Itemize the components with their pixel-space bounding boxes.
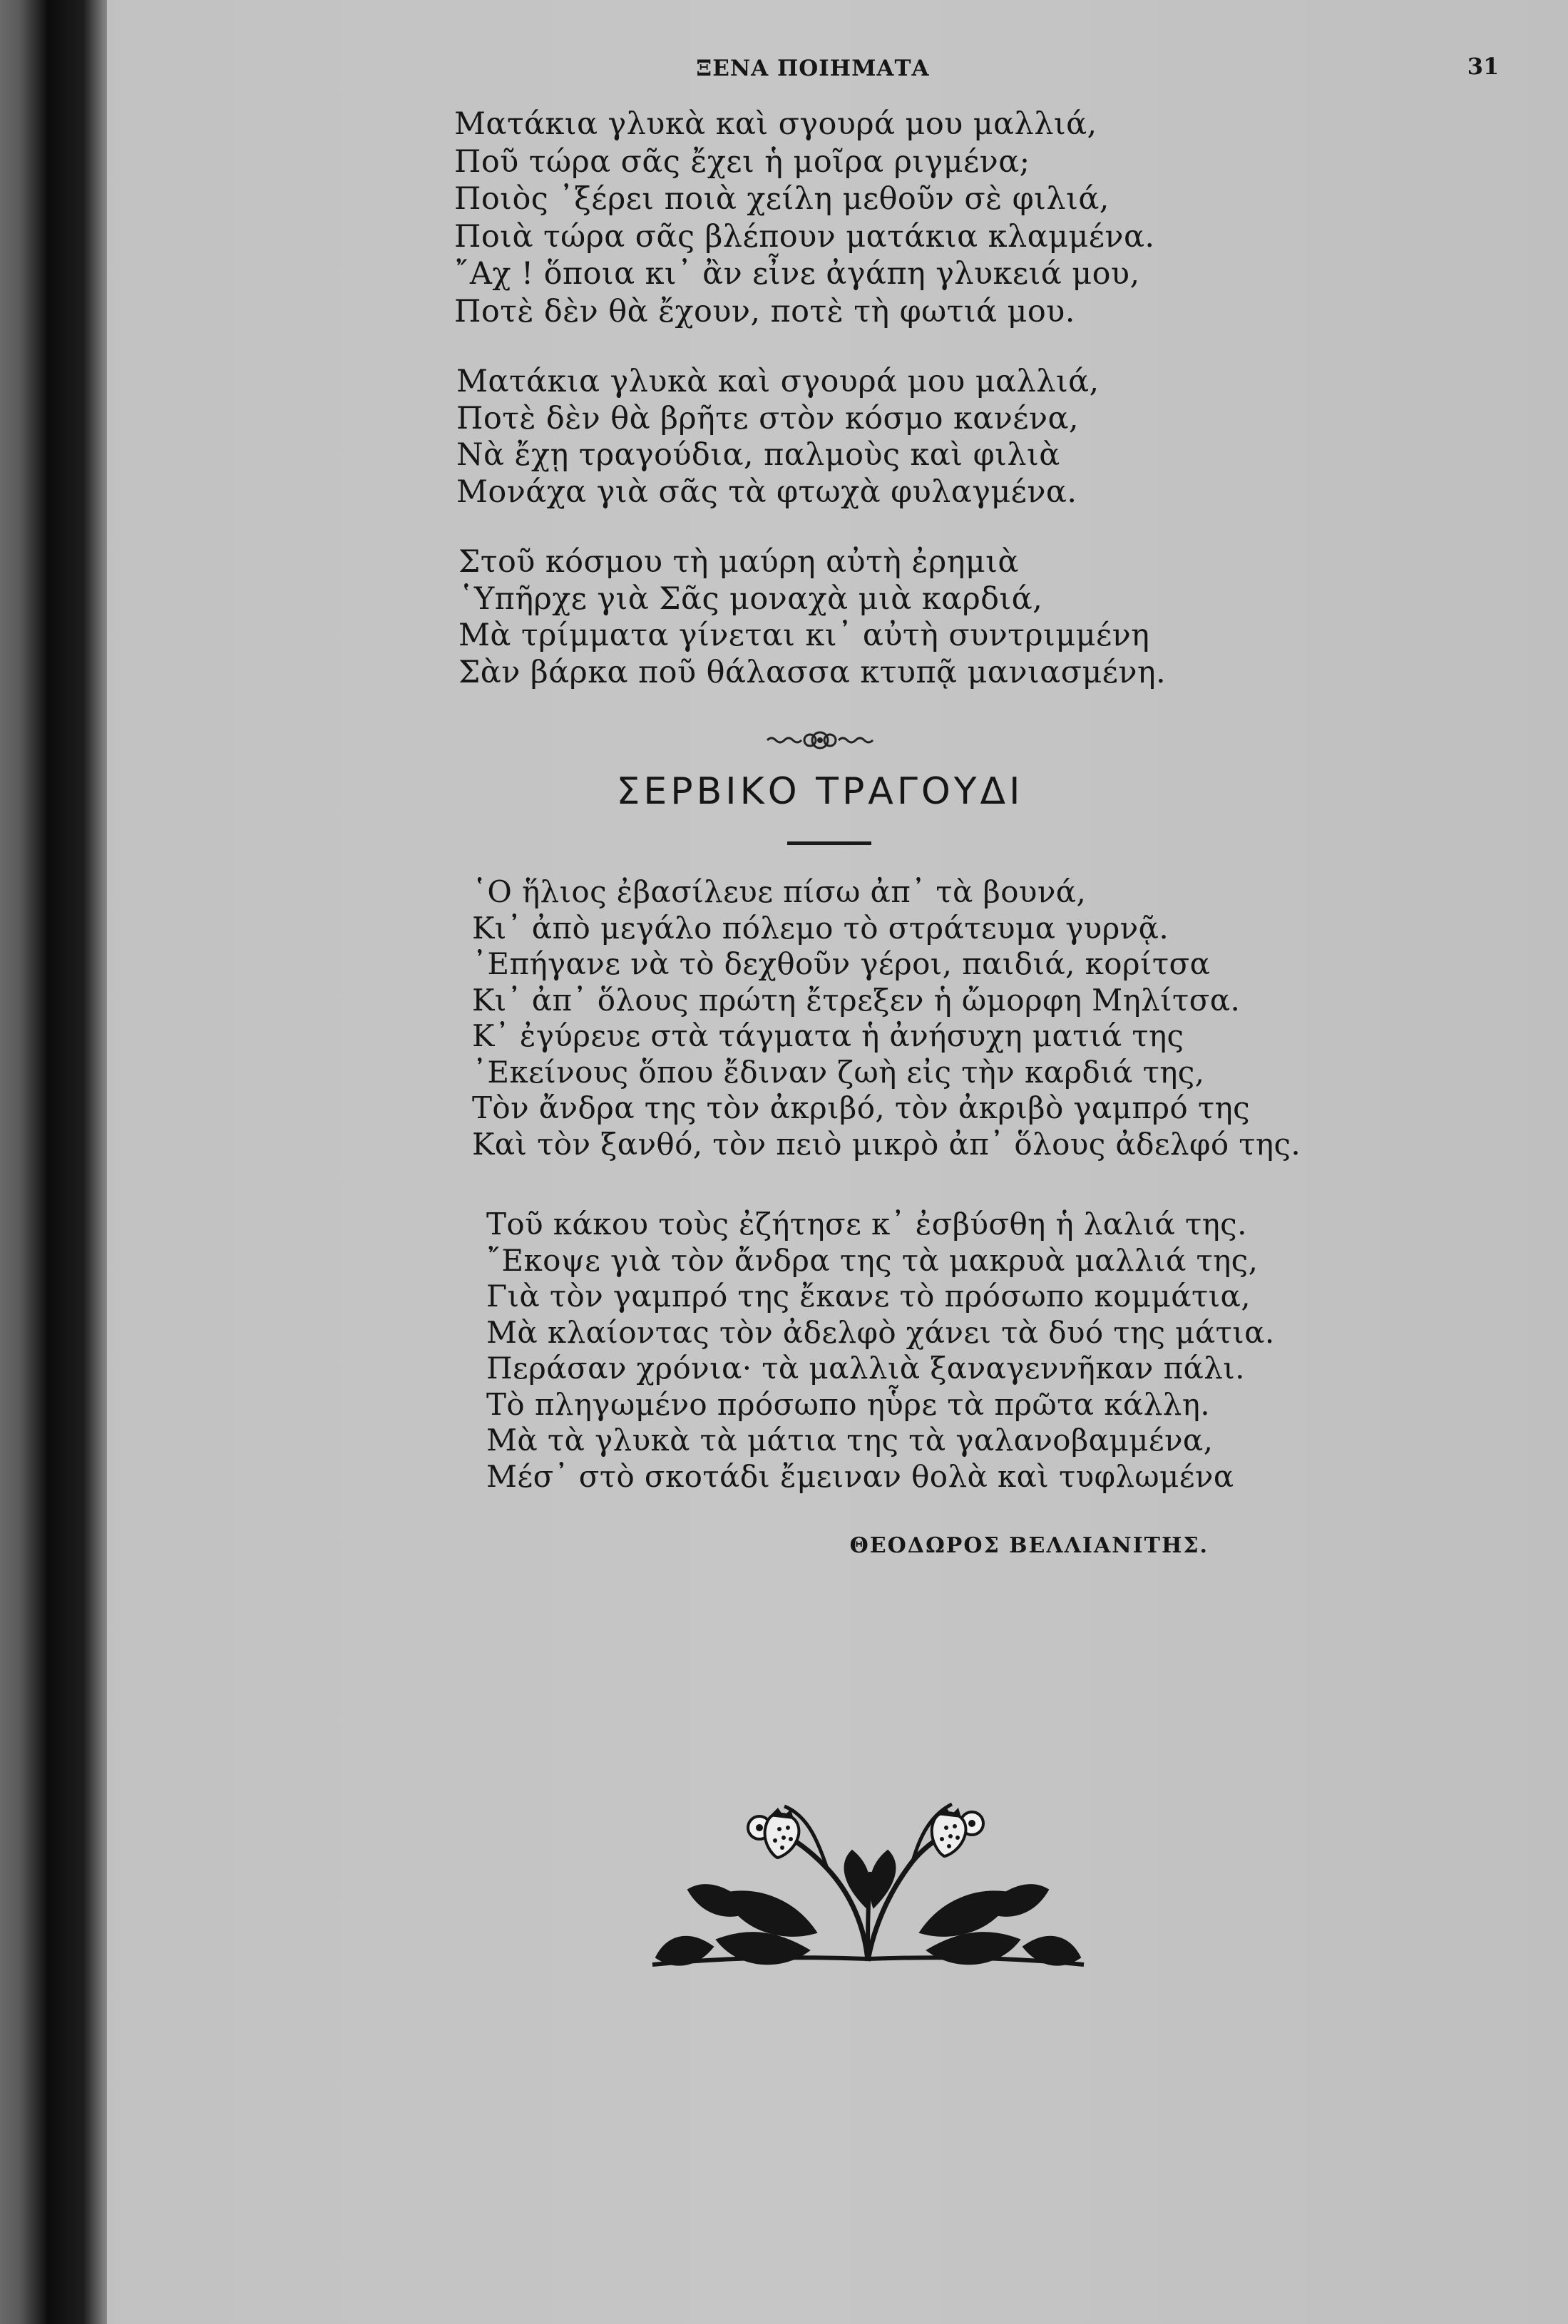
author-signature: ΘΕΟΔΩΡΟΣ ΒΕΛΛΙΑΝΙΤΗΣ. — [849, 1533, 1209, 1558]
verse-line: Μέσ᾿ στὸ σκοτάδι ἔμειναν θολὰ καὶ τυφλωμένα — [486, 1458, 1234, 1494]
verse-line: Στοῦ κόσμου τὴ μαύρη αὐτὴ ἐρημιὰ — [458, 544, 1019, 580]
verse-line: ῾Υπῆρχε γιὰ Σᾶς μοναχὰ μιὰ καρδιά, — [458, 580, 1043, 617]
verse-line: Μὰ τὰ γλυκὰ τὰ μάτια της τὰ γαλανοβαμμένα, — [486, 1423, 1214, 1458]
verse-line: Μὰ κλαίοντας τὸν ἀδελφὸ χάνει τὰ δυό της μάτια. — [486, 1314, 1275, 1350]
poem1-stanza-1 — [454, 106, 1154, 330]
verse-line: Τὸ πληγωμένο πρόσωπο ηὗρε τὰ πρῶτα κάλλη. — [486, 1386, 1211, 1422]
verse-line: Σὰν βάρκα ποῦ θάλασσα κτυπᾷ μανιασμένη. — [458, 654, 1167, 690]
verse-line: Ματάκια γλυκὰ καὶ σγουρά μου μαλλιά, — [456, 364, 1100, 399]
verse-line: Ποτὲ δὲν θὰ βρῆτε στὸν κόσμο κανένα, — [456, 400, 1079, 436]
verse-line: Ποτὲ δὲν θὰ ἔχουν, ποτὲ τὴ φωτιά μου. — [454, 293, 1075, 329]
book-binding-shadow — [0, 0, 107, 2324]
verse-line: Κι᾿ ἀπ᾿ ὅλους πρώτη ἔτρεξεν ἡ ὤμορφη Μηλίτσα. — [472, 982, 1241, 1018]
verse-line: Ποιὸς ᾿ξέρει ποιὰ χείλη μεθοῦν σὲ φιλιά, — [454, 181, 1110, 217]
verse-line: Τοῦ κάκου τοὺς ἐζήτησε κ᾿ ἐσβύσθη ἡ λαλιά της. — [486, 1207, 1247, 1242]
ornament-icon — [763, 722, 877, 757]
verse-line: ῎Εκοψε γιὰ τὸν ἄνδρα της τὰ μακρυὰ μαλλιά της, — [486, 1242, 1259, 1278]
verse-line: Τὸν ἄνδρα της τὸν ἀκριβό, τὸν ἀκριβὸ γαμπρό της — [472, 1090, 1250, 1125]
poem-title: ΣΕΡΒΙΚΟ ΤΡΑΓΟΥΔΙ — [616, 770, 1024, 813]
title-underline — [787, 841, 871, 845]
verse-line: Ποιὰ τώρα σᾶς βλέπουν ματάκια κλαμμένα. — [454, 218, 1155, 255]
verse-line: Ποῦ τώρα σᾶς ἔχει ἡ μοῖρα ριγμένα; — [454, 143, 1030, 180]
verse-line: Περάσαν χρόνια· τὰ μαλλιὰ ξαναγεννῆκαν πάλι. — [486, 1351, 1245, 1386]
verse-line: ᾿Επήγανε νὰ τὸ δεχθοῦν γέροι, παιδιά, κορίτσα — [472, 946, 1211, 981]
verse-line: Νὰ ἔχῃ τραγούδια, παλμοὺς καὶ φιλιὰ — [456, 437, 1060, 473]
poem1-stanza-3 — [458, 544, 1166, 691]
running-title: ΞΕΝΑ ΠΟΙΗΜΑΤΑ — [696, 56, 930, 81]
strawberry-vignette-icon — [638, 1786, 1098, 1990]
verse-line: Γιὰ τὸν γαμπρό της ἔκανε τὸ πρόσωπο κομμάτια, — [486, 1279, 1251, 1314]
verse-line: Κι᾿ ἀπὸ μεγάλο πόλεμο τὸ στράτευμα γυρνᾷ. — [472, 910, 1169, 946]
verse-line: Ματάκια γλυκὰ καὶ σγουρά μου μαλλιά, — [454, 106, 1097, 142]
poem2-stanza-2 — [486, 1207, 1275, 1495]
verse-line: Καὶ τὸν ξανθό, τὸν πειὸ μικρὸ ἀπ᾿ ὅλους ἀδελφό της. — [472, 1126, 1301, 1162]
verse-line: Μονάχα γιὰ σᾶς τὰ φτωχὰ φυλαγμένα. — [456, 473, 1077, 510]
poem2-stanza-1 — [472, 874, 1301, 1162]
poem1-stanza-2 — [456, 364, 1100, 511]
verse-line: ῾Ο ἥλιος ἐβασίλευε πίσω ἀπ᾿ τὰ βουνά, — [472, 874, 1087, 909]
verse-line: ᾿Εκείνους ὅπου ἔδιναν ζωὴ εἰς τὴν καρδιά της, — [472, 1054, 1205, 1090]
verse-line: Μὰ τρίμματα γίνεται κι᾿ αὐτὴ συντριμμένη — [458, 618, 1150, 653]
verse-line: Κ᾿ ἐγύρευε στὰ τάγματα ἡ ἀνήσυχη ματιά της — [472, 1018, 1184, 1053]
verse-line: ῎Αχ ! ὅποια κι᾿ ἂν εἶνε ἀγάπη γλυκειά μου, — [454, 256, 1140, 292]
page-number: 31 — [1467, 53, 1500, 80]
